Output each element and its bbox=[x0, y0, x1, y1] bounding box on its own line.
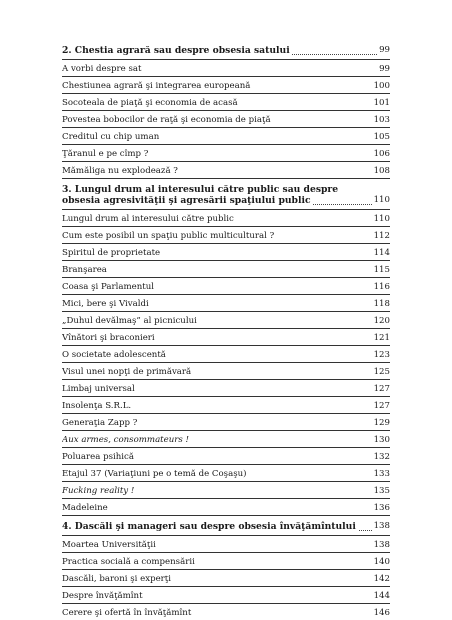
toc-entry-page-number: 112 bbox=[373, 231, 390, 241]
toc-entry-title: Lungul drum al interesului către public bbox=[62, 214, 234, 224]
toc-entry-page-number: 114 bbox=[373, 248, 390, 258]
toc-entry-title: Vînători şi braconieri bbox=[62, 333, 155, 343]
toc-entry-page-number: 132 bbox=[373, 452, 390, 462]
toc-entry-title: Practica socială a compensării bbox=[62, 557, 195, 567]
section-heading[interactable] bbox=[62, 516, 390, 536]
toc-entry-page-number: 127 bbox=[373, 401, 390, 411]
section-page-number: 138 bbox=[373, 521, 390, 531]
toc-entry-title: A vorbi despre sat bbox=[62, 64, 142, 74]
toc-entry-title: Povestea bobocilor de raţă şi economia de piaţă bbox=[62, 115, 271, 125]
toc-entry-page-number: 120 bbox=[373, 316, 390, 326]
toc-entry[interactable] bbox=[62, 431, 390, 448]
toc-entry[interactable] bbox=[62, 553, 390, 570]
section-heading-title bbox=[62, 184, 372, 206]
toc-entry-title: Chestiunea agrară şi integrarea europeană bbox=[62, 81, 251, 91]
section-heading-title bbox=[62, 521, 372, 532]
toc-entry-page-number: 135 bbox=[373, 486, 390, 496]
toc-entry-page-number: 144 bbox=[373, 591, 390, 601]
toc-entry-page-number: 100 bbox=[373, 81, 390, 91]
toc-entry-page-number: 115 bbox=[373, 265, 390, 275]
toc-entry[interactable] bbox=[62, 145, 390, 162]
section-heading-line: 2. Chestia agrară sau despre obsesia satului bbox=[62, 45, 290, 56]
toc-entry-page-number: 133 bbox=[373, 469, 390, 479]
toc-entry-page-number: 103 bbox=[373, 115, 390, 125]
toc-entry[interactable] bbox=[62, 465, 390, 482]
toc-entry-page-number: 99 bbox=[379, 64, 390, 74]
toc-entry-page-number: 127 bbox=[373, 384, 390, 394]
toc-entry[interactable] bbox=[62, 261, 390, 278]
toc-entry[interactable] bbox=[62, 94, 390, 111]
toc-section bbox=[62, 179, 390, 516]
toc-entry-title: Ţăranul e pe cîmp ? bbox=[62, 149, 149, 159]
toc-entry-page-number: 110 bbox=[373, 214, 390, 224]
toc-entry-title: Poluarea psihică bbox=[62, 452, 134, 462]
toc-entry-title: Mămăliga nu explodează ? bbox=[62, 166, 178, 176]
table-of-contents bbox=[62, 40, 390, 620]
toc-entry-title: Creditul cu chip uman bbox=[62, 132, 160, 142]
section-heading[interactable] bbox=[62, 40, 390, 60]
toc-entry-title: Insolenţa S.R.L. bbox=[62, 401, 132, 411]
toc-entry-title: Mici, bere şi Vivaldi bbox=[62, 299, 149, 309]
toc-entry-title: O societate adolescentă bbox=[62, 350, 166, 360]
toc-entry-title: Socoteala de piaţă şi economia de acasă bbox=[62, 98, 238, 108]
toc-entry-title: „Duhul devălmaş” al picnicului bbox=[62, 316, 197, 326]
toc-entry[interactable] bbox=[62, 363, 390, 380]
toc-entry-page-number: 106 bbox=[373, 149, 390, 159]
toc-entry[interactable] bbox=[62, 397, 390, 414]
toc-entry[interactable] bbox=[62, 499, 390, 515]
section-page-number: 110 bbox=[373, 195, 390, 205]
toc-entry[interactable] bbox=[62, 111, 390, 128]
section-heading-line: 4. Dascăli şi manageri sau despre obsesia învăţămîntului bbox=[62, 521, 356, 532]
toc-entry[interactable] bbox=[62, 227, 390, 244]
toc-entry-title: Etajul 37 (Variaţiuni pe o temă de Coşaşu) bbox=[62, 469, 247, 479]
toc-entry-title: Dascăli, baroni şi experţi bbox=[62, 574, 171, 584]
toc-section bbox=[62, 40, 390, 179]
toc-entry-page-number: 105 bbox=[373, 132, 390, 142]
toc-entry-page-number: 146 bbox=[373, 608, 390, 618]
toc-entry[interactable] bbox=[62, 448, 390, 465]
toc-entry[interactable] bbox=[62, 210, 390, 227]
toc-entry[interactable] bbox=[62, 162, 390, 178]
toc-entry[interactable] bbox=[62, 482, 390, 499]
section-heading-line: obsesia agresivităţii şi agresării spaţiului public bbox=[62, 195, 311, 206]
toc-entry-page-number: 142 bbox=[373, 574, 390, 584]
toc-entry-title: Fucking reality ! bbox=[62, 486, 135, 496]
toc-entry-page-number: 123 bbox=[373, 350, 390, 360]
toc-entry-page-number: 140 bbox=[373, 557, 390, 567]
toc-entry-page-number: 125 bbox=[373, 367, 390, 377]
toc-entry-page-number: 101 bbox=[373, 98, 390, 108]
toc-entry[interactable] bbox=[62, 414, 390, 431]
toc-entry-page-number: 108 bbox=[373, 166, 390, 176]
toc-entry-title: Generaţia Zapp ? bbox=[62, 418, 138, 428]
toc-entry[interactable] bbox=[62, 244, 390, 261]
toc-entry[interactable] bbox=[62, 60, 390, 77]
toc-entry-page-number: 136 bbox=[373, 503, 390, 513]
toc-entry[interactable] bbox=[62, 77, 390, 94]
toc-entry-title: Visul unei nopţi de primăvară bbox=[62, 367, 192, 377]
toc-entry[interactable] bbox=[62, 570, 390, 587]
toc-entry-page-number: 116 bbox=[373, 282, 390, 292]
toc-entry-page-number: 130 bbox=[373, 435, 390, 445]
section-page-number: 99 bbox=[379, 45, 390, 55]
toc-entry-page-number: 129 bbox=[373, 418, 390, 428]
toc-entry-page-number: 138 bbox=[373, 540, 390, 550]
toc-entry[interactable] bbox=[62, 329, 390, 346]
section-heading[interactable] bbox=[62, 179, 390, 210]
toc-entry-title: Spiritul de proprietate bbox=[62, 248, 161, 258]
toc-entry[interactable] bbox=[62, 295, 390, 312]
toc-entry-page-number: 121 bbox=[373, 333, 390, 343]
toc-entry-title: Branşarea bbox=[62, 265, 107, 275]
toc-section bbox=[62, 516, 390, 620]
section-heading-title bbox=[62, 45, 377, 56]
toc-entry[interactable] bbox=[62, 587, 390, 604]
toc-entry-title: Madeleine bbox=[62, 503, 108, 513]
toc-entry[interactable] bbox=[62, 312, 390, 329]
toc-entry-title: Moartea Universităţii bbox=[62, 540, 156, 550]
toc-entry-title: Aux armes, consommateurs ! bbox=[62, 435, 189, 445]
toc-entry-page-number: 118 bbox=[373, 299, 390, 309]
toc-entry[interactable] bbox=[62, 346, 390, 363]
toc-entry-title: Limbaj universal bbox=[62, 384, 135, 394]
toc-entry[interactable] bbox=[62, 536, 390, 553]
toc-entry-title: Cerere şi ofertă în învăţămînt bbox=[62, 608, 192, 618]
toc-entry[interactable] bbox=[62, 278, 390, 295]
section-heading-line: 3. Lungul drum al interesului către public sau despre bbox=[62, 184, 339, 195]
toc-entry-title: Cum este posibil un spaţiu public multicultural ? bbox=[62, 231, 275, 241]
toc-entry[interactable] bbox=[62, 128, 390, 145]
toc-entry-title: Despre învăţămînt bbox=[62, 591, 143, 601]
toc-entry[interactable] bbox=[62, 604, 390, 620]
toc-entry[interactable] bbox=[62, 380, 390, 397]
toc-entry-title: Coasa şi Parlamentul bbox=[62, 282, 155, 292]
